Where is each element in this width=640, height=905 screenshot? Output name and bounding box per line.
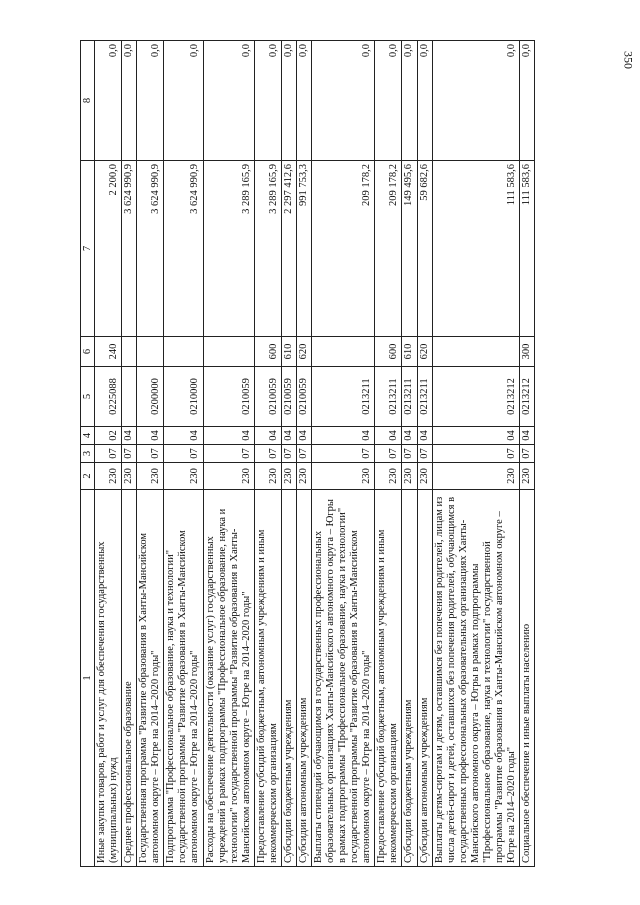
row-code-admin: 230 xyxy=(164,463,203,490)
row-code-admin: 230 xyxy=(375,463,402,490)
row-code-type xyxy=(203,337,254,367)
row-code-target xyxy=(122,367,137,427)
row-amount-extra: 0,0 xyxy=(122,41,137,161)
row-amount: 149 495,6 xyxy=(402,161,417,337)
row-amount: 3 289 165,9 xyxy=(254,161,281,337)
row-code-section: 07 xyxy=(281,445,296,463)
row-code-target: 0200000 xyxy=(137,367,164,427)
row-code-admin: 230 xyxy=(312,463,375,490)
row-code-type: 240 xyxy=(95,337,122,367)
row-code-target: 0210059 xyxy=(296,367,311,427)
row-code-type: 620 xyxy=(417,337,432,367)
row-code-subsection: 04 xyxy=(432,427,519,445)
row-code-type: 620 xyxy=(296,337,311,367)
row-code-admin: 230 xyxy=(254,463,281,490)
row-code-admin: 230 xyxy=(296,463,311,490)
row-code-admin: 230 xyxy=(95,463,122,490)
row-code-section: 07 xyxy=(520,445,535,463)
table-row xyxy=(254,41,281,867)
row-code-subsection: 04 xyxy=(122,427,137,445)
table-row xyxy=(417,41,432,867)
row-code-section: 07 xyxy=(432,445,519,463)
row-name: Расходы на обеспечение деятельности (оказание услуг) государственных учреждений в рамках подпрограммы "Профессиональное образование, наука и технологии" государственной программы "Развитие образования в Ханты-Мансийском автономном округе – Югре на 2014–2020 годы" xyxy=(203,490,254,867)
table-row xyxy=(402,41,417,867)
row-code-subsection: 04 xyxy=(402,427,417,445)
row-code-subsection: 04 xyxy=(164,427,203,445)
row-amount: 3 624 990,9 xyxy=(137,161,164,337)
row-code-target: 0225088 xyxy=(95,367,122,427)
rotated-table-container xyxy=(80,41,535,867)
row-name: Выплаты детям-сиротам и детям, оставшимся без попечения родителей, лицам из числа детей-сирот и детей, оставшихся без попечения родителей, обучающимся в государственных профессиональных образовательных организациях Ханты-Мансийского автономного округа – Югры в рамках подпрограммы "Профессиональное образование, наука и технологии" государственной программы "Развитие образования в Ханты-Мансийском автономном округе – Югре на 2014–2020 годы" xyxy=(432,490,519,867)
row-name: Субсидии автономным учреждениям xyxy=(417,490,432,867)
row-amount: 2 200,0 xyxy=(95,161,122,337)
row-code-type: 610 xyxy=(402,337,417,367)
row-name: Среднее профессиональное образование xyxy=(122,490,137,867)
row-amount-extra: 0,0 xyxy=(312,41,375,161)
row-code-admin: 230 xyxy=(402,463,417,490)
row-code-subsection: 04 xyxy=(312,427,375,445)
table-row xyxy=(312,41,375,867)
header-cell-1: 1 xyxy=(81,490,95,867)
row-code-section: 07 xyxy=(296,445,311,463)
table-row xyxy=(375,41,402,867)
row-code-target: 0210059 xyxy=(254,367,281,427)
row-code-subsection: 04 xyxy=(417,427,432,445)
row-amount-extra: 0,0 xyxy=(281,41,296,161)
row-code-section: 07 xyxy=(95,445,122,463)
row-amount-extra: 0,0 xyxy=(296,41,311,161)
row-name: Предоставление субсидий бюджетным, автономным учреждениям и иным некоммерческим организациям xyxy=(254,490,281,867)
row-code-admin: 230 xyxy=(520,463,535,490)
row-amount-extra: 0,0 xyxy=(402,41,417,161)
row-code-type: 300 xyxy=(520,337,535,367)
row-code-admin: 230 xyxy=(281,463,296,490)
row-name: Субсидии автономным учреждениям xyxy=(296,490,311,867)
table-row xyxy=(122,41,137,867)
row-code-subsection: 04 xyxy=(203,427,254,445)
row-code-section: 07 xyxy=(203,445,254,463)
table-row xyxy=(137,41,164,867)
row-amount: 111 583,6 xyxy=(520,161,535,337)
row-code-admin: 230 xyxy=(137,463,164,490)
row-amount: 209 178,2 xyxy=(375,161,402,337)
header-row xyxy=(81,41,95,867)
row-code-subsection: 04 xyxy=(520,427,535,445)
table-row xyxy=(95,41,122,867)
row-code-target: 0213212 xyxy=(432,367,519,427)
table-row xyxy=(281,41,296,867)
row-code-section: 07 xyxy=(417,445,432,463)
row-code-admin: 230 xyxy=(203,463,254,490)
table-row xyxy=(203,41,254,867)
table-row xyxy=(432,41,519,867)
row-amount-extra: 0,0 xyxy=(417,41,432,161)
row-code-type: 600 xyxy=(375,337,402,367)
row-amount: 209 178,2 xyxy=(312,161,375,337)
row-amount: 111 583,6 xyxy=(432,161,519,337)
header-cell-5: 5 xyxy=(81,367,95,427)
row-amount-extra: 0,0 xyxy=(164,41,203,161)
row-amount-extra: 0,0 xyxy=(137,41,164,161)
row-name: Субсидии бюджетным учреждениям xyxy=(402,490,417,867)
row-code-section: 07 xyxy=(402,445,417,463)
row-code-section: 07 xyxy=(164,445,203,463)
table-row xyxy=(520,41,535,867)
row-code-target: 0213211 xyxy=(417,367,432,427)
header-cell-3: 3 xyxy=(81,445,95,463)
row-code-type xyxy=(432,337,519,367)
row-amount: 3 624 990,9 xyxy=(122,161,137,337)
row-code-target: 0210000 xyxy=(164,367,203,427)
row-name: Субсидии бюджетным учреждениям xyxy=(281,490,296,867)
row-name: Предоставление субсидий бюджетным, автономным учреждениям и иным некоммерческим организациям xyxy=(375,490,402,867)
row-code-subsection: 04 xyxy=(137,427,164,445)
row-amount: 59 682,6 xyxy=(417,161,432,337)
row-amount-extra: 0,0 xyxy=(432,41,519,161)
budget-table xyxy=(80,40,535,867)
row-code-subsection: 04 xyxy=(375,427,402,445)
header-cell-4: 4 xyxy=(81,427,95,445)
row-amount-extra: 0,0 xyxy=(254,41,281,161)
row-code-type xyxy=(164,337,203,367)
row-amount: 3 289 165,9 xyxy=(203,161,254,337)
row-code-subsection: 04 xyxy=(296,427,311,445)
row-name: Иные закупки товаров, работ и услуг для обеспечения государственных (муниципальных) нужд xyxy=(95,490,122,867)
row-code-section: 07 xyxy=(137,445,164,463)
row-amount: 3 624 990,9 xyxy=(164,161,203,337)
row-code-target: 0213211 xyxy=(375,367,402,427)
row-amount-extra: 0,0 xyxy=(95,41,122,161)
row-code-section: 07 xyxy=(254,445,281,463)
table-row xyxy=(296,41,311,867)
row-code-type xyxy=(312,337,375,367)
row-code-subsection: 04 xyxy=(254,427,281,445)
row-amount-extra: 0,0 xyxy=(203,41,254,161)
page-number: 350 xyxy=(621,51,636,69)
row-name: Подпрограмма "Профессиональное образование, наука и технологии" государственной программы "Развитие образования в Ханты-Мансийском автономном округе – Югре на 2014–2020 годы" xyxy=(164,490,203,867)
row-code-admin: 230 xyxy=(122,463,137,490)
row-name: Социальное обеспечение и иные выплаты населению xyxy=(520,490,535,867)
header-cell-6: 6 xyxy=(81,337,95,367)
row-code-type xyxy=(137,337,164,367)
row-code-target: 0210059 xyxy=(203,367,254,427)
row-code-target: 0213212 xyxy=(520,367,535,427)
header-cell-7: 7 xyxy=(81,161,95,337)
row-amount-extra: 0,0 xyxy=(520,41,535,161)
row-name: Выплаты стипендий обучающимся в государственных профессиональных образовательных организациях Ханты-Мансийского автономного округа – Югры в рамках подпрограммы "Профессиональное образование, наука и технологии" государственной программы "Развитие образования в Ханты-Мансийском автономном округе – Югре на 2014–2020 годы" xyxy=(312,490,375,867)
header-cell-2: 2 xyxy=(81,463,95,490)
row-code-type xyxy=(122,337,137,367)
header-cell-8: 8 xyxy=(81,41,95,161)
row-code-section: 07 xyxy=(312,445,375,463)
row-code-type: 600 xyxy=(254,337,281,367)
row-code-admin: 230 xyxy=(417,463,432,490)
row-amount: 2 297 412,6 xyxy=(281,161,296,337)
row-code-target: 0213211 xyxy=(402,367,417,427)
row-name: Государственная программа "Развитие образования в Ханты-Мансийском автономном округе – Югре на 2014–2020 годы" xyxy=(137,490,164,867)
row-code-target: 0213211 xyxy=(312,367,375,427)
table-row xyxy=(164,41,203,867)
row-code-section: 07 xyxy=(122,445,137,463)
row-code-section: 07 xyxy=(375,445,402,463)
row-code-admin: 230 xyxy=(432,463,519,490)
row-code-target: 0210059 xyxy=(281,367,296,427)
row-amount: 991 753,3 xyxy=(296,161,311,337)
row-code-type: 610 xyxy=(281,337,296,367)
row-amount-extra: 0,0 xyxy=(375,41,402,161)
row-code-subsection: 04 xyxy=(281,427,296,445)
row-code-subsection: 02 xyxy=(95,427,122,445)
